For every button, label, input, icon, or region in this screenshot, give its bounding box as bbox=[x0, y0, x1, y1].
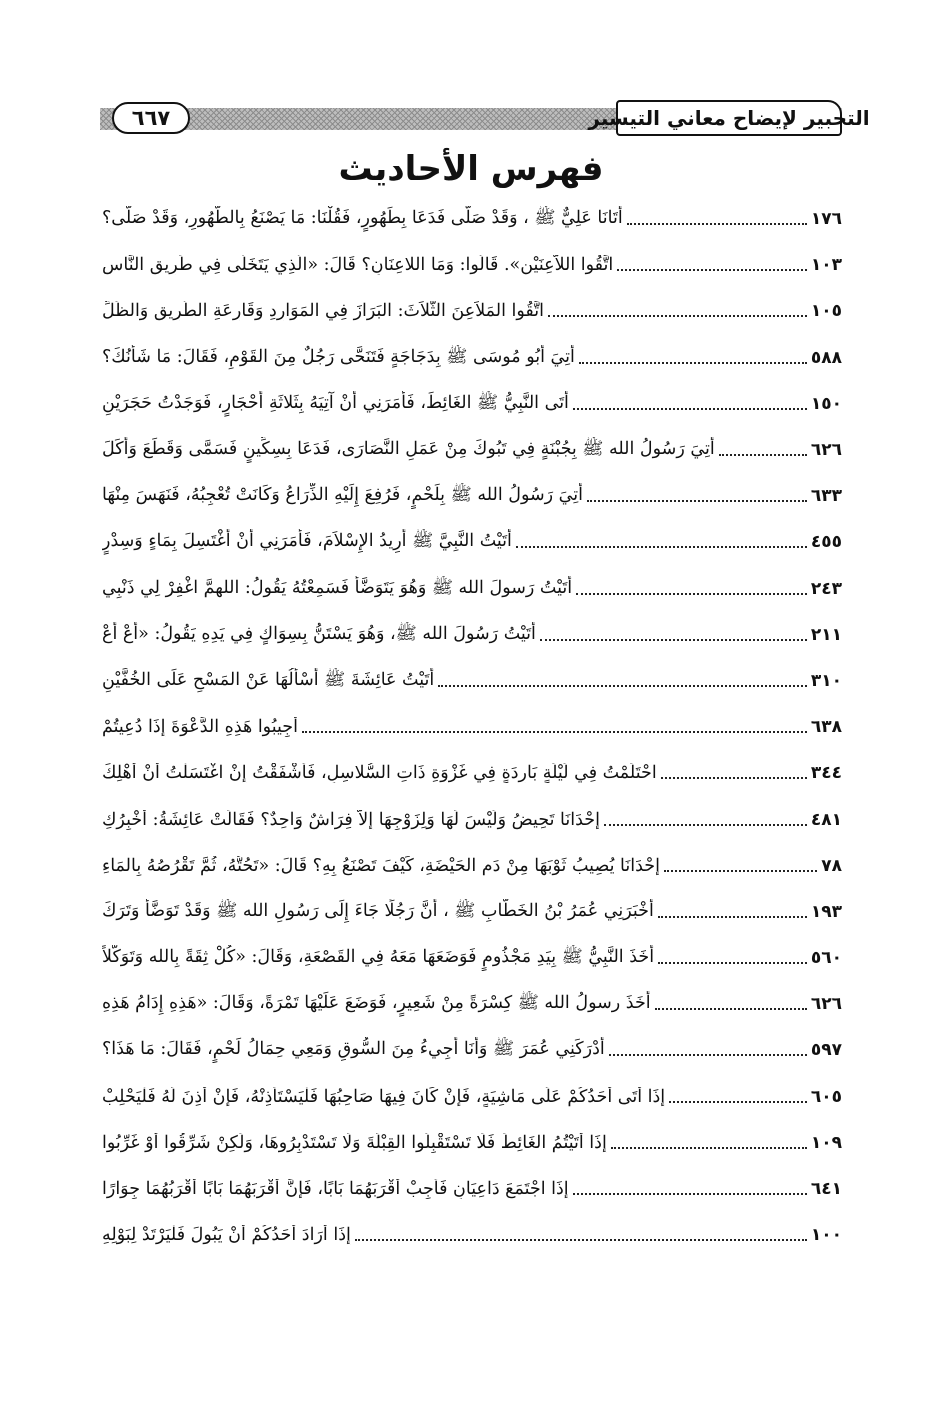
index-entry bbox=[102, 288, 842, 334]
hadith-text: إِذَا أَتَى أَحَدُكُمْ عَلَى مَاشِيَةٍ، فَإِنْ كَانَ فِيهَا صَاحِبُهَا فَلْيَسْتَأْذِنْهُ، فَإِنْ أَذِنَ لَهُ فَلْيَحْلِبْ bbox=[102, 1086, 666, 1107]
entry-page-number: ٦٠٥ bbox=[810, 1086, 842, 1107]
dot-leader bbox=[573, 1193, 807, 1195]
hadith-text: إِحْدَانَا يُصِيبُ ثَوْبَهَا مِنْ دَمِ الحَيْضَةِ، كَيْفَ تَصْنَعُ بِهِ؟ قَالَ: «تَحُتُّهُ، ثُمَّ تَقْرُصُهُ بِالمَاءِ bbox=[102, 855, 660, 876]
hadith-text: أَتَى النَّبِيُّ ﷺ الغَائِطَ، فَأَمَرَنِي أَنْ آتِيَهُ بِثَلاثَةِ أَحْجَارٍ، فَوَجَدْتُ حَجَرَيْنِ bbox=[102, 392, 569, 413]
hadith-text: أَتَانَا عَلِيٌّ ﷺ ، وَقَدْ صَلَّى فَدَعَا بِطَهُورٍ، فَقُلْنَا: مَا يَصْنَعُ بِالطَّهُورِ، وَقَدْ صَلَّى؟ bbox=[102, 208, 623, 229]
entry-page-number: ٣٤٤ bbox=[810, 763, 842, 784]
hadith-text: إِذَا أَرَادَ أَحَدُكُمْ أَنْ يَبُولَ فَلْيَرْتَدْ لِبَوْلِهِ bbox=[102, 1225, 351, 1246]
entry-page-number: ٦٤١ bbox=[810, 1179, 842, 1200]
dot-leader bbox=[627, 223, 807, 225]
index-entry bbox=[102, 843, 842, 889]
hadith-text: أَتَيْتُ النَّبِيَّ ﷺ أُرِيدُ الإِسْلاَمَ، فَأَمَرَنِي أَنْ أَغْتَسِلَ بِمَاءٍ وَسِدْرٍ bbox=[102, 531, 512, 552]
index-entry bbox=[102, 427, 842, 473]
dot-leader bbox=[438, 685, 807, 687]
dot-leader bbox=[661, 777, 807, 779]
entry-page-number: ٦٣٨ bbox=[810, 717, 842, 738]
index-entry bbox=[102, 658, 842, 704]
hadith-text: اتَّقُوا اللاَّعِنَيْنِ». قَالُوا: وَمَا اللاعِنَانِ؟ قَالَ: «الَّذِي يَتَخَلَّى فِي طَرِيقِ النَّاسِ bbox=[102, 255, 614, 276]
entry-page-number: ٥٨٨ bbox=[810, 347, 842, 368]
index-entry bbox=[102, 612, 842, 658]
entry-page-number: ٢١١ bbox=[810, 624, 842, 645]
entry-page-number: ١٧٦ bbox=[810, 209, 842, 230]
entry-page-number: ٦٢٦ bbox=[810, 440, 842, 461]
dot-leader bbox=[604, 824, 807, 826]
dot-leader bbox=[611, 1147, 807, 1149]
entry-page-number: ٤٨١ bbox=[810, 809, 842, 830]
dot-leader bbox=[548, 315, 807, 317]
entry-page-number: ٥٦٠ bbox=[810, 948, 842, 969]
entry-page-number: ١٠٩ bbox=[810, 1132, 842, 1153]
index-entry bbox=[102, 381, 842, 427]
hadith-text: احْتَلَمْتُ فِي لَيْلَةٍ بَارِدَةٍ فِي غَزْوَةِ ذَاتِ السُّلاسِلِ، فَأَشْفَقْتُ إِنْ اغْتَسَلْتُ أَنْ أَهْلِكَ bbox=[102, 763, 657, 784]
entry-page-number: ١٠٠ bbox=[810, 1225, 842, 1246]
dot-leader bbox=[576, 593, 807, 595]
dot-leader bbox=[516, 546, 807, 548]
dot-leader bbox=[658, 916, 807, 918]
dot-leader bbox=[655, 1008, 807, 1010]
book-title: التحبير لإيضاح معاني التيسير bbox=[588, 106, 870, 130]
entry-page-number: ٤٥٥ bbox=[810, 532, 842, 553]
index-entry bbox=[102, 473, 842, 519]
entry-page-number: ٦٣٣ bbox=[810, 486, 842, 507]
hadith-index-list bbox=[102, 196, 842, 1258]
hadith-text: اتَّقُوا المَلاَعِنَ الثَّلاَثَ: البَرَازَ فِي المَوَارِدِ وَقَارِعَةِ الطَّرِيقِ وَالظِّلِّ bbox=[102, 301, 544, 322]
index-entry bbox=[102, 889, 842, 935]
index-entry bbox=[102, 1212, 842, 1258]
hadith-text: إِحْدَانَا تَحِيضُ وَلَيْسَ لَهَا وَلِزَوْجِهَا إِلاَّ فِرَاشٌ وَاحِدٌ؟ فَقَالَتْ عَائِشَةُ: أُخْبِرُكِ bbox=[102, 809, 600, 830]
index-entry bbox=[102, 704, 842, 750]
dot-leader bbox=[719, 454, 807, 456]
hadith-text: إِذَا أَتَيْتُمُ الغَائِطَ فَلَا تَسْتَقْبِلُوا القِبْلَةَ وَلَا تَسْتَدْبِرُوهَا، وَلَكِنْ شَرِّقُوا أَوْ غَرِّبُوا bbox=[102, 1132, 607, 1153]
dot-leader bbox=[658, 962, 807, 964]
index-entry bbox=[102, 1166, 842, 1212]
hadith-text: أَتَيْتُ رَسُولَ الله ﷺ، وَهُوَ يَسْتَنُّ بِسِوَاكٍ فِي يَدِهِ يَقُولُ: «أُعْ أُعْ bbox=[102, 623, 536, 644]
hadith-text: أَجِيبُوا هَذِهِ الدَّعْوَةَ إِذَا دُعِيتُمْ bbox=[102, 717, 298, 738]
dot-leader bbox=[609, 1054, 807, 1056]
entry-page-number: ١٠٥ bbox=[810, 301, 842, 322]
hadith-text: أُتِيَ أَبُو مُوسَى ﷺ بِدَجَاجَةٍ فَتَنَحَّى رَجُلٌ مِنَ القَوْمِ، فَقَالَ: مَا شَأْنُكَ؟ bbox=[102, 346, 575, 367]
dot-leader bbox=[587, 500, 807, 502]
hadith-text: أَتَيْتُ رَسولَ الله ﷺ وَهُوَ يَتَوَضَّأُ فَسَمِعْتُهُ يَقُولُ: اللهمَّ اغْفِرْ لِي ذَنْبِي bbox=[102, 577, 573, 598]
entry-page-number: ١٩٣ bbox=[810, 901, 842, 922]
entry-page-number: ١٥٠ bbox=[810, 393, 842, 414]
dot-leader bbox=[617, 269, 807, 271]
hadith-text: أَخَذَ النَّبِيُّ ﷺ بِيَدِ مَجْذُومٍ فَوَضَعَهَا مَعَهُ فِي القَصْعَةِ، وَقَالَ: «كُلْ ثِقَةً بِالله وَتَوَكُّلاً bbox=[102, 947, 655, 968]
index-entry bbox=[102, 1120, 842, 1166]
hadith-text: أَخَذَ رسولُ الله ﷺ كِسْرَةً مِنْ شَعِيرٍ، فَوَضَعَ عَلَيْهَا تَمْرَةً، وَقَالَ: «هَذِهِ إِدَامُ هَذِهِ bbox=[102, 993, 651, 1014]
page-number-frame bbox=[112, 102, 190, 134]
index-entry bbox=[102, 566, 842, 612]
running-header bbox=[100, 100, 870, 138]
header-title-frame bbox=[588, 100, 870, 136]
index-entry bbox=[102, 796, 842, 842]
hadith-text: أُتِيَ رَسُولُ الله ﷺ بِجُبْنَةٍ فِي تَبُوكَ مِنْ عَمَلِ النَّصَارَى، فَدَعَا بِسِكِّينٍ فَسَمَّى وَقَطَعَ وَأَكَلَ bbox=[102, 439, 715, 460]
entry-page-number: ٧٨ bbox=[821, 855, 842, 876]
hadith-text: أُتِيَ رَسُولُ الله ﷺ بِلَحْمٍ، فَرُفِعَ إِلَيْهِ الذِّرَاعُ وَكَانَتْ تُعْجِبُهُ، فَنَهَسَ مِنْهَا bbox=[102, 485, 584, 506]
dot-leader bbox=[355, 1239, 807, 1241]
entry-page-number: ٢٤٣ bbox=[810, 578, 842, 599]
index-entry bbox=[102, 1074, 842, 1120]
hadith-text: أَخْبَرَنِي عُمَرُ بْنُ الخَطَّابِ ﷺ ، أَنَّ رَجُلًا جَاءَ إِلَى رَسُولِ الله ﷺ وَقَدْ تَوَضَّأَ وَتَرَكَ bbox=[102, 900, 654, 921]
index-entry bbox=[102, 335, 842, 381]
page-title: فهرس الأحاديث bbox=[338, 149, 604, 189]
page-number: ٦٦٧ bbox=[131, 106, 171, 130]
dot-leader bbox=[540, 639, 807, 641]
dot-leader bbox=[579, 362, 807, 364]
hadith-text: أَدْرَكَنِي عُمَرَ ﷺ وَأَنَا أَجِيءُ مِنَ السُّوقِ وَمَعِي حِمَالُ لَحْمٍ، فَقَالَ: مَا هَذَا؟ bbox=[102, 1039, 605, 1060]
dot-leader bbox=[664, 870, 817, 872]
hadith-text: أَتَيْتُ عَائِشَةَ ﷺ أَسْأَلُهَا عَنْ المَسْحِ عَلَى الخُفَّيْنِ bbox=[102, 669, 435, 690]
dot-leader bbox=[669, 1101, 807, 1103]
index-entry bbox=[102, 1027, 842, 1073]
index-entry bbox=[102, 242, 842, 288]
dot-leader bbox=[302, 731, 807, 733]
index-entry bbox=[102, 935, 842, 981]
dot-leader bbox=[573, 408, 807, 410]
index-entry bbox=[102, 196, 842, 242]
entry-page-number: ٣١٠ bbox=[810, 670, 842, 691]
index-entry bbox=[102, 519, 842, 565]
index-entry bbox=[102, 981, 842, 1027]
entry-page-number: ١٠٣ bbox=[810, 255, 842, 276]
entry-page-number: ٦٢٦ bbox=[810, 994, 842, 1015]
hadith-text: إِذَا اجْتَمَعَ دَاعِيَانِ فَأَجِبْ أَقْرَبَهُمَا بَابًا، فَإِنَّ أَقْرَبَهُمَا بَابًا أَقْرَبُهُمَا جِوَارًا bbox=[102, 1179, 569, 1200]
index-entry bbox=[102, 750, 842, 796]
entry-page-number: ٥٩٧ bbox=[810, 1040, 842, 1061]
